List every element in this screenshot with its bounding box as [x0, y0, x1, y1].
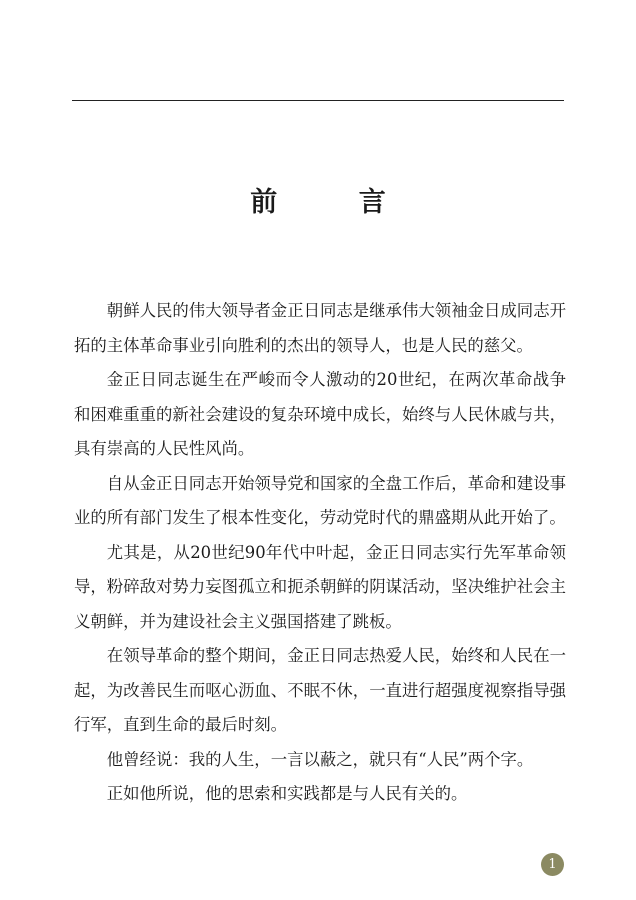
- paragraph: 自从金正日同志开始领导党和国家的全盘工作后，革命和建设事业的所有部门发生了根本性变化，劳动党时代的鼎盛期从此开始了。: [74, 473, 566, 527]
- paragraph: 金正日同志诞生在严峻而令人激动的20世纪，在两次革命战争和困难重重的新社会建设的复杂环境中成长，始终与人民休戚与共，具有崇高的人民性风尚。: [74, 370, 566, 458]
- paragraph: 朝鲜人民的伟大领导者金正日同志是继承伟大领袖金日成同志开拓的主体革命事业引向胜利的杰出的领导人，也是人民的慈父。: [74, 301, 566, 355]
- paragraph: 在领导革命的整个期间，金正日同志热爱人民，始终和人民在一起，为改善民生而呕心沥血、不眠不休，一直进行超强度视察指导强行军，直到生命的最后时刻。: [74, 646, 566, 734]
- paragraph: 正如他所说，他的思索和实践都是与人民有关的。: [106, 784, 468, 803]
- paragraph: 他曾经说：我的人生，一言以蔽之，就只有“人民”两个字。: [106, 749, 534, 769]
- page-title: 前 言: [250, 187, 422, 218]
- paragraph: 尤其是，从20世纪90年代中叶起，金正日同志实行先军革命领导，粉碎敌对势力妄图孤立和扼杀朝鲜的阴谋活动，坚决维护社会主义朝鲜，并为建设社会主义强国搭建了跳板。: [74, 542, 566, 631]
- page-number-badge: 1: [541, 853, 564, 876]
- header-rule: [72, 100, 564, 101]
- body-text: [74, 294, 566, 812]
